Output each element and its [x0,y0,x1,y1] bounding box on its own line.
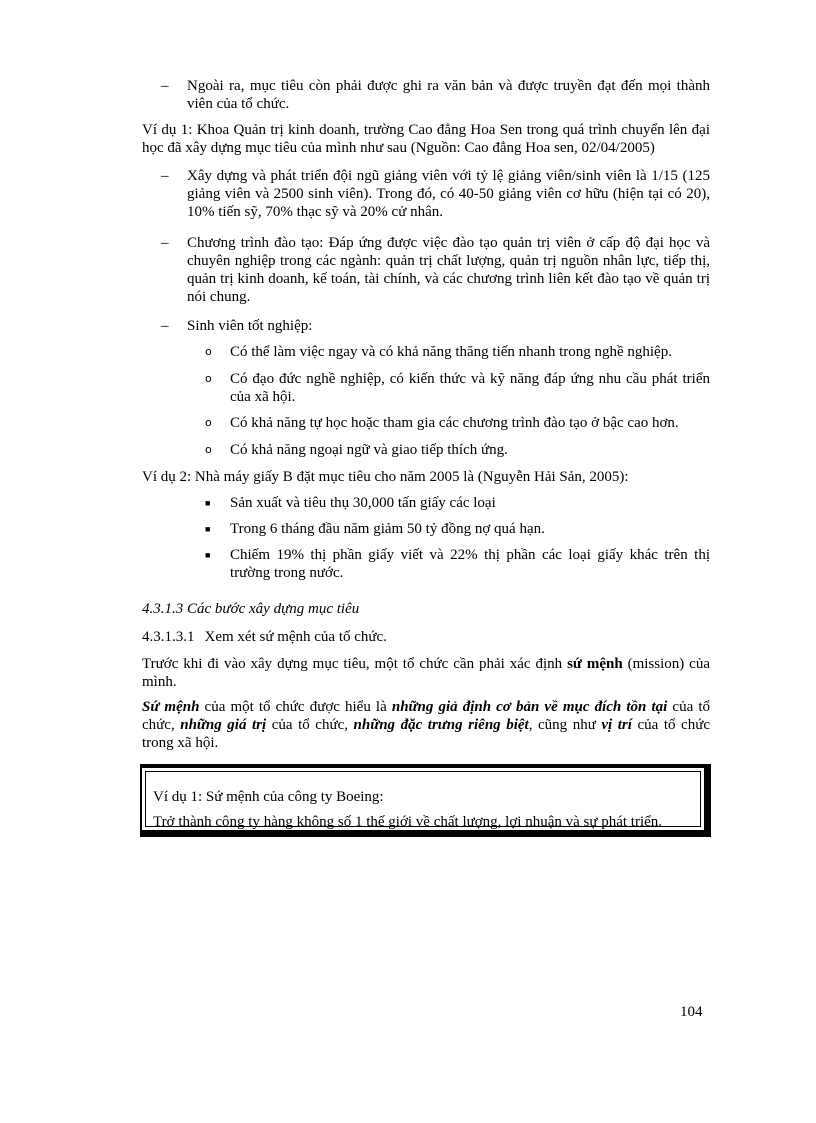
mission-p1-bold: sứ mệnh [567,656,623,672]
intro-bullet-text: Ngoài ra, mục tiêu còn phải được ghi ra văn bản và được truyền đạt đến mọi thành viên của tổ chức. [187,78,710,112]
ex1-sub-item-1-text: Có thể làm việc ngay và có khả năng thăng tiến nhanh trong nghề nghiệp. [230,344,672,360]
circle-marker: o [205,443,212,456]
ex1-item-2-text: Chương trình đào tạo: Đáp ứng được việc đào tạo quản trị viên ở cấp độ đại học và chuyên nghiệp trong các ngành: quản trị chất lượng, quản trị nguồn nhân lực, tiếp thị, quản trị kinh doanh, kế toán, tài chính, và các chương trình liên kết đào tạo về quản trị nói chung. [187,235,710,305]
mission-p2-emph-4: vị trí [601,717,632,733]
box-example-title: Ví dụ 1: Sứ mệnh của công ty Boeing: [153,789,384,805]
example-box [140,764,711,837]
dash-marker: – [161,168,169,184]
ex2-item-2 [205,520,710,538]
ex1-sub-item-2-text: Có đạo đức nghề nghiệp, có kiến thức và kỹ năng đáp ứng nhu cầu phát triển của xã hội. [230,371,710,405]
ex1-sub-item-4 [205,441,710,459]
example1-intro: Ví dụ 1: Khoa Quản trị kinh doanh, trường Cao đẳng Hoa Sen trong quá trình chuyển lên đại học đã xây dựng mục tiêu của mình như sau (Nguồn: Cao đẳng Hoa sen, 02/04/2005) [142,122,710,156]
page-number: 104 [680,1004,703,1020]
box-example-text: Trở thành công ty hàng không số 1 thế giới về chất lượng, lợi nhuận và sự phát triển. [153,814,663,830]
square-marker: ■ [205,524,211,534]
mission-paragraph-1 [142,655,710,691]
circle-marker: o [205,372,212,385]
section-heading: 4.3.1.3 Các bước xây dựng mục tiêu [142,601,360,617]
mission-p2-emph-3: những đặc trưng riêng biệt [353,717,529,733]
subsection-title: Xem xét sứ mệnh của tổ chức. [204,629,387,645]
ex1-item-3-text: Sinh viên tốt nghiệp: [187,318,313,334]
ex2-item-2-text: Trong 6 tháng đầu năm giảm 50 tỷ đồng nợ quá hạn. [230,521,545,537]
mission-p2-emph-2: những giá trị [180,717,267,733]
ex2-item-3-text: Chiếm 19% thị phần giấy viết và 22% thị phần các loại giấy khác trên thị trường trong nước. [230,547,710,581]
ex2-item-1-text: Sản xuất và tiêu thụ 30,000 tấn giấy các loại [230,495,496,511]
mission-p2-text-2: của một tổ chức được hiểu là [199,699,392,715]
mission-p2-text-10: của tổ chức trong xã hội. [142,717,710,751]
square-marker: ■ [205,550,211,560]
example2-intro: Ví dụ 2: Nhà máy giấy B đặt mục tiêu cho năm 2005 là (Nguyễn Hải Sản, 2005): [142,469,629,485]
ex1-sub-item-2 [205,370,710,406]
intro-bullet [161,77,710,113]
mission-p2-text-8: , cũng như [528,717,602,733]
mission-p2-text-6: của tổ chức, [266,717,354,733]
subsection-number: 4.3.1.3.1 [142,629,195,645]
dash-marker: – [161,235,169,251]
mission-term: Sứ mệnh [142,699,200,715]
mission-paragraph-2 [142,698,710,752]
square-marker: ■ [205,498,211,508]
circle-marker: o [205,416,212,429]
ex1-sub-item-1 [205,343,710,361]
ex1-sub-item-3-text: Có khả năng tự học hoặc tham gia các chương trình đào tạo ở bậc cao hơn. [230,415,679,431]
mission-p1-text-a: Trước khi đi vào xây dựng mục tiêu, một tổ chức cần phải xác định [142,656,568,672]
ex1-item-1-text: Xây dựng và phát triển đội ngũ giảng viên với tỷ lệ giảng viên/sinh viên là 1/15 (125 giảng viên và 2500 sinh viên). Trong đó, có 40-50 giảng viên cơ hữu (hiện tại có 20), 10% tiến sỹ, 70% thạc sỹ và 20% cử nhân. [187,168,710,220]
ex2-item-1 [205,494,710,512]
ex1-item-1 [161,167,710,221]
mission-p2-emph-1: những giả định cơ bản về mục đích tồn tại [391,699,668,715]
circle-marker: o [205,345,212,358]
ex1-sub-item-4-text: Có khả năng ngoại ngữ và giao tiếp thích ứng. [230,442,508,458]
ex1-item-2 [161,234,710,306]
dash-marker: – [161,318,169,334]
subsection-heading [142,628,710,646]
ex1-sub-item-3 [205,414,710,432]
mission-p1-text-b: (mission) của mình. [142,656,710,690]
dash-marker: – [161,78,169,94]
mission-p2-text-4: của tổ chức, [142,699,711,733]
ex1-item-3 [161,317,710,335]
ex2-item-3 [205,546,710,582]
